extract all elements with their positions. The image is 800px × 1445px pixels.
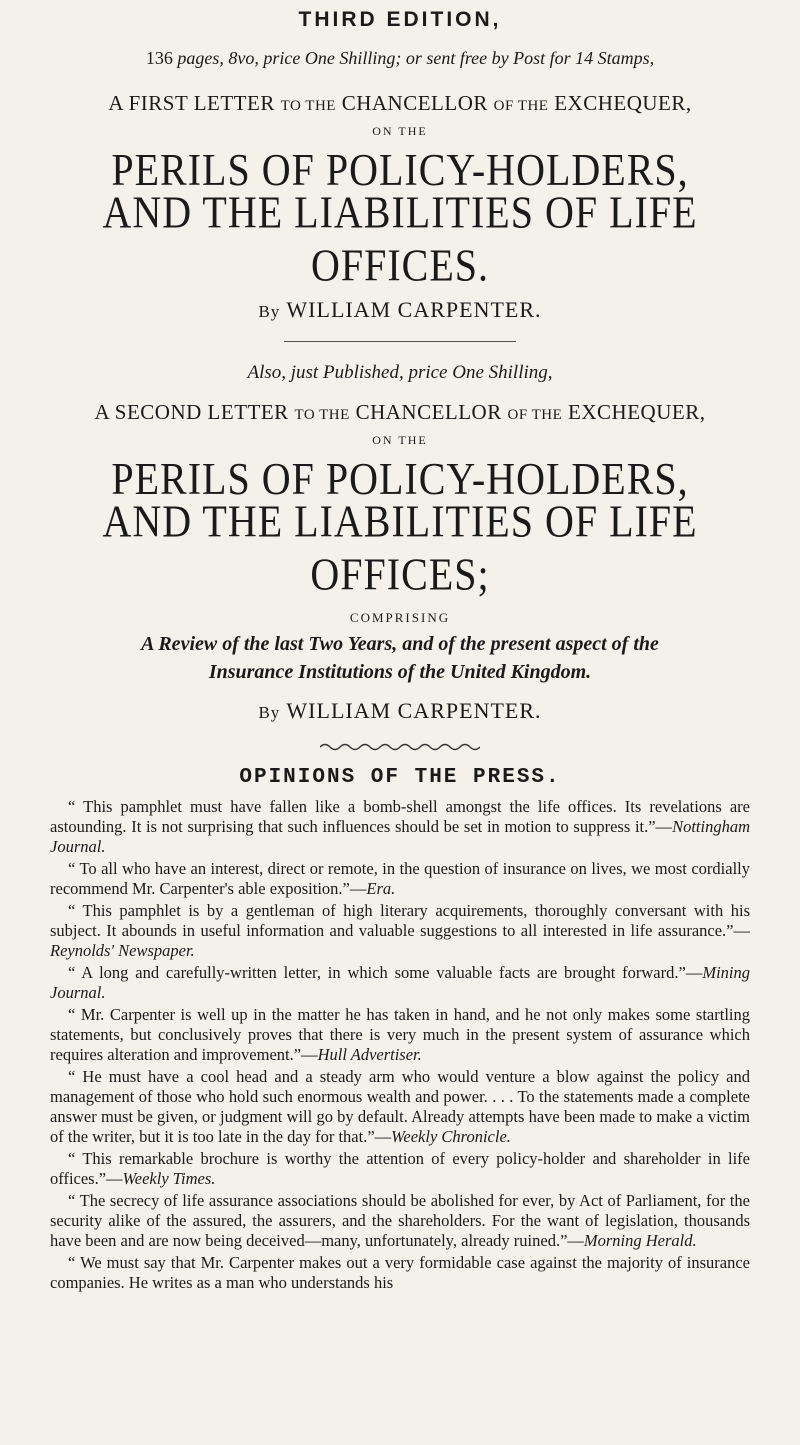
review-subtitle: [50, 630, 750, 686]
quote-text: “ This pamphlet must have fallen like a bomb-shell amongst the life offices. Its revelations are astounding. It is not surprising that such influences should be set in motion to suppress it.”—: [50, 797, 750, 836]
also-published: Also, just Published, price One Shilling,: [247, 362, 553, 383]
by-label: By: [258, 302, 281, 321]
second-letter-prefix: A SECOND LETTER: [94, 400, 289, 424]
quote-source: Reynolds' Newspaper.: [50, 941, 195, 960]
pages-word: pages,: [177, 48, 224, 68]
press-quotes: [50, 797, 750, 1293]
quote-source: Hull Advertiser.: [317, 1045, 422, 1064]
opinions-heading: OPINIONS OF THE PRESS.: [239, 766, 561, 789]
stamps: 14 Stamps,: [575, 48, 655, 68]
first-author: [50, 297, 750, 323]
quote-source: Weekly Times.: [122, 1169, 216, 1188]
quote-text: “ The secrecy of life assurance associations should be abolished for ever, by Act of Parliament, for the security alike of the assured, the assurers, and the shareholders. For the want of legislation, thousands have been and are now being deceived—many, unfortunately, already ruined.”—: [50, 1191, 750, 1250]
press-quote: [50, 901, 750, 961]
second-title-line-2: AND THE LIABILITIES OF LIFE OFFICES;: [102, 495, 698, 600]
first-letter-line: [50, 91, 750, 116]
first-title-line-1: PERILS OF POLICY-HOLDERS,: [111, 143, 689, 196]
quote-source: Weekly Chronicle.: [391, 1127, 511, 1146]
chancellor: CHANCELLOR: [341, 91, 488, 115]
of-the: OF THE: [493, 98, 549, 114]
second-letter-line: [50, 400, 750, 425]
press-quote: [50, 963, 750, 1003]
quote-text: “ Mr. Carpenter is well up in the matter he has taken in hand, and he not only makes some startling statements, but conclusively proves that there is very much in the present system of assurance which requires alteration and improvement.”—: [50, 1005, 750, 1064]
press-quote: [50, 1067, 750, 1147]
page-count: 136: [145, 48, 173, 68]
quote-source: Nottingham Journal.: [50, 817, 750, 856]
press-quote: [50, 1253, 750, 1293]
quote-text: “ This remarkable brochure is worthy the attention of every policy-holder and shareholder in life offices.”—: [50, 1149, 750, 1188]
post-text: or sent free by Post for: [405, 48, 571, 68]
of-the: OF THE: [507, 407, 563, 423]
press-quote: [50, 859, 750, 899]
exchequer: EXCHEQUER,: [554, 91, 692, 115]
by-label: By: [258, 703, 281, 722]
format: 8vo,: [228, 48, 259, 68]
on-the: ON THE: [372, 433, 428, 447]
ornament-squiggle: [320, 742, 480, 752]
comprising-label: COMPRISING: [349, 610, 451, 625]
to-the: TO THE: [294, 407, 350, 423]
quote-source: Morning Herald.: [583, 1231, 697, 1250]
author-name: WILLIAM CARPENTER.: [286, 297, 542, 322]
quote-text: “ To all who have an interest, direct or remote, in the question of insurance on lives, we most cordially recommend Mr. Carpenter's able exposition.”—: [50, 859, 750, 898]
first-letter-prefix: A FIRST LETTER: [108, 91, 275, 115]
review-line-1: A Review of the last Two Years, and of the present aspect of the: [141, 633, 659, 655]
quote-source: Mining Journal.: [50, 963, 750, 1002]
quote-text: “ He must have a cool head and a steady arm who would venture a blow against the policy and management of those who hold such enormous wealth and power. . . . To the statements made a complete answer must be given, or judgment will go by default. Already attempts have been made to make a victim of the writer, but it is too late in the day for that.”—: [50, 1067, 750, 1146]
divider-rule: [284, 341, 516, 342]
page: [0, 8, 800, 1445]
exchequer: EXCHEQUER,: [568, 400, 706, 424]
quote-text: “ This pamphlet is by a gentleman of high literary acquirements, thoroughly conversant with his subject. It abounds in useful information and valuable suggestions to all interested in life assurance.”—: [50, 901, 750, 940]
press-quote: [50, 1149, 750, 1189]
press-quote: [50, 797, 750, 857]
review-line-2: Insurance Institutions of the United Kingdom.: [208, 661, 592, 683]
on-the: ON THE: [372, 124, 428, 138]
press-quote: [50, 1191, 750, 1251]
price: price One Shilling;: [263, 48, 402, 68]
to-the: TO THE: [280, 98, 336, 114]
pricing-line: [50, 48, 750, 69]
first-title-line-2: AND THE LIABILITIES OF LIFE OFFICES.: [102, 186, 698, 291]
edition-heading: THIRD EDITION,: [298, 8, 502, 31]
quote-text: “ A long and carefully-written letter, in which some valuable facts are brought forward.”—: [68, 963, 703, 982]
quote-source: Era.: [366, 879, 396, 898]
author-name: WILLIAM CARPENTER.: [286, 698, 542, 723]
second-title-line-1: PERILS OF POLICY-HOLDERS,: [111, 452, 689, 505]
chancellor: CHANCELLOR: [355, 400, 502, 424]
press-quote: [50, 1005, 750, 1065]
second-author: [50, 698, 750, 724]
quote-text: “ We must say that Mr. Carpenter makes out a very formidable case against the majority of insurance companies. He writes as a man who understands his: [50, 1253, 750, 1292]
